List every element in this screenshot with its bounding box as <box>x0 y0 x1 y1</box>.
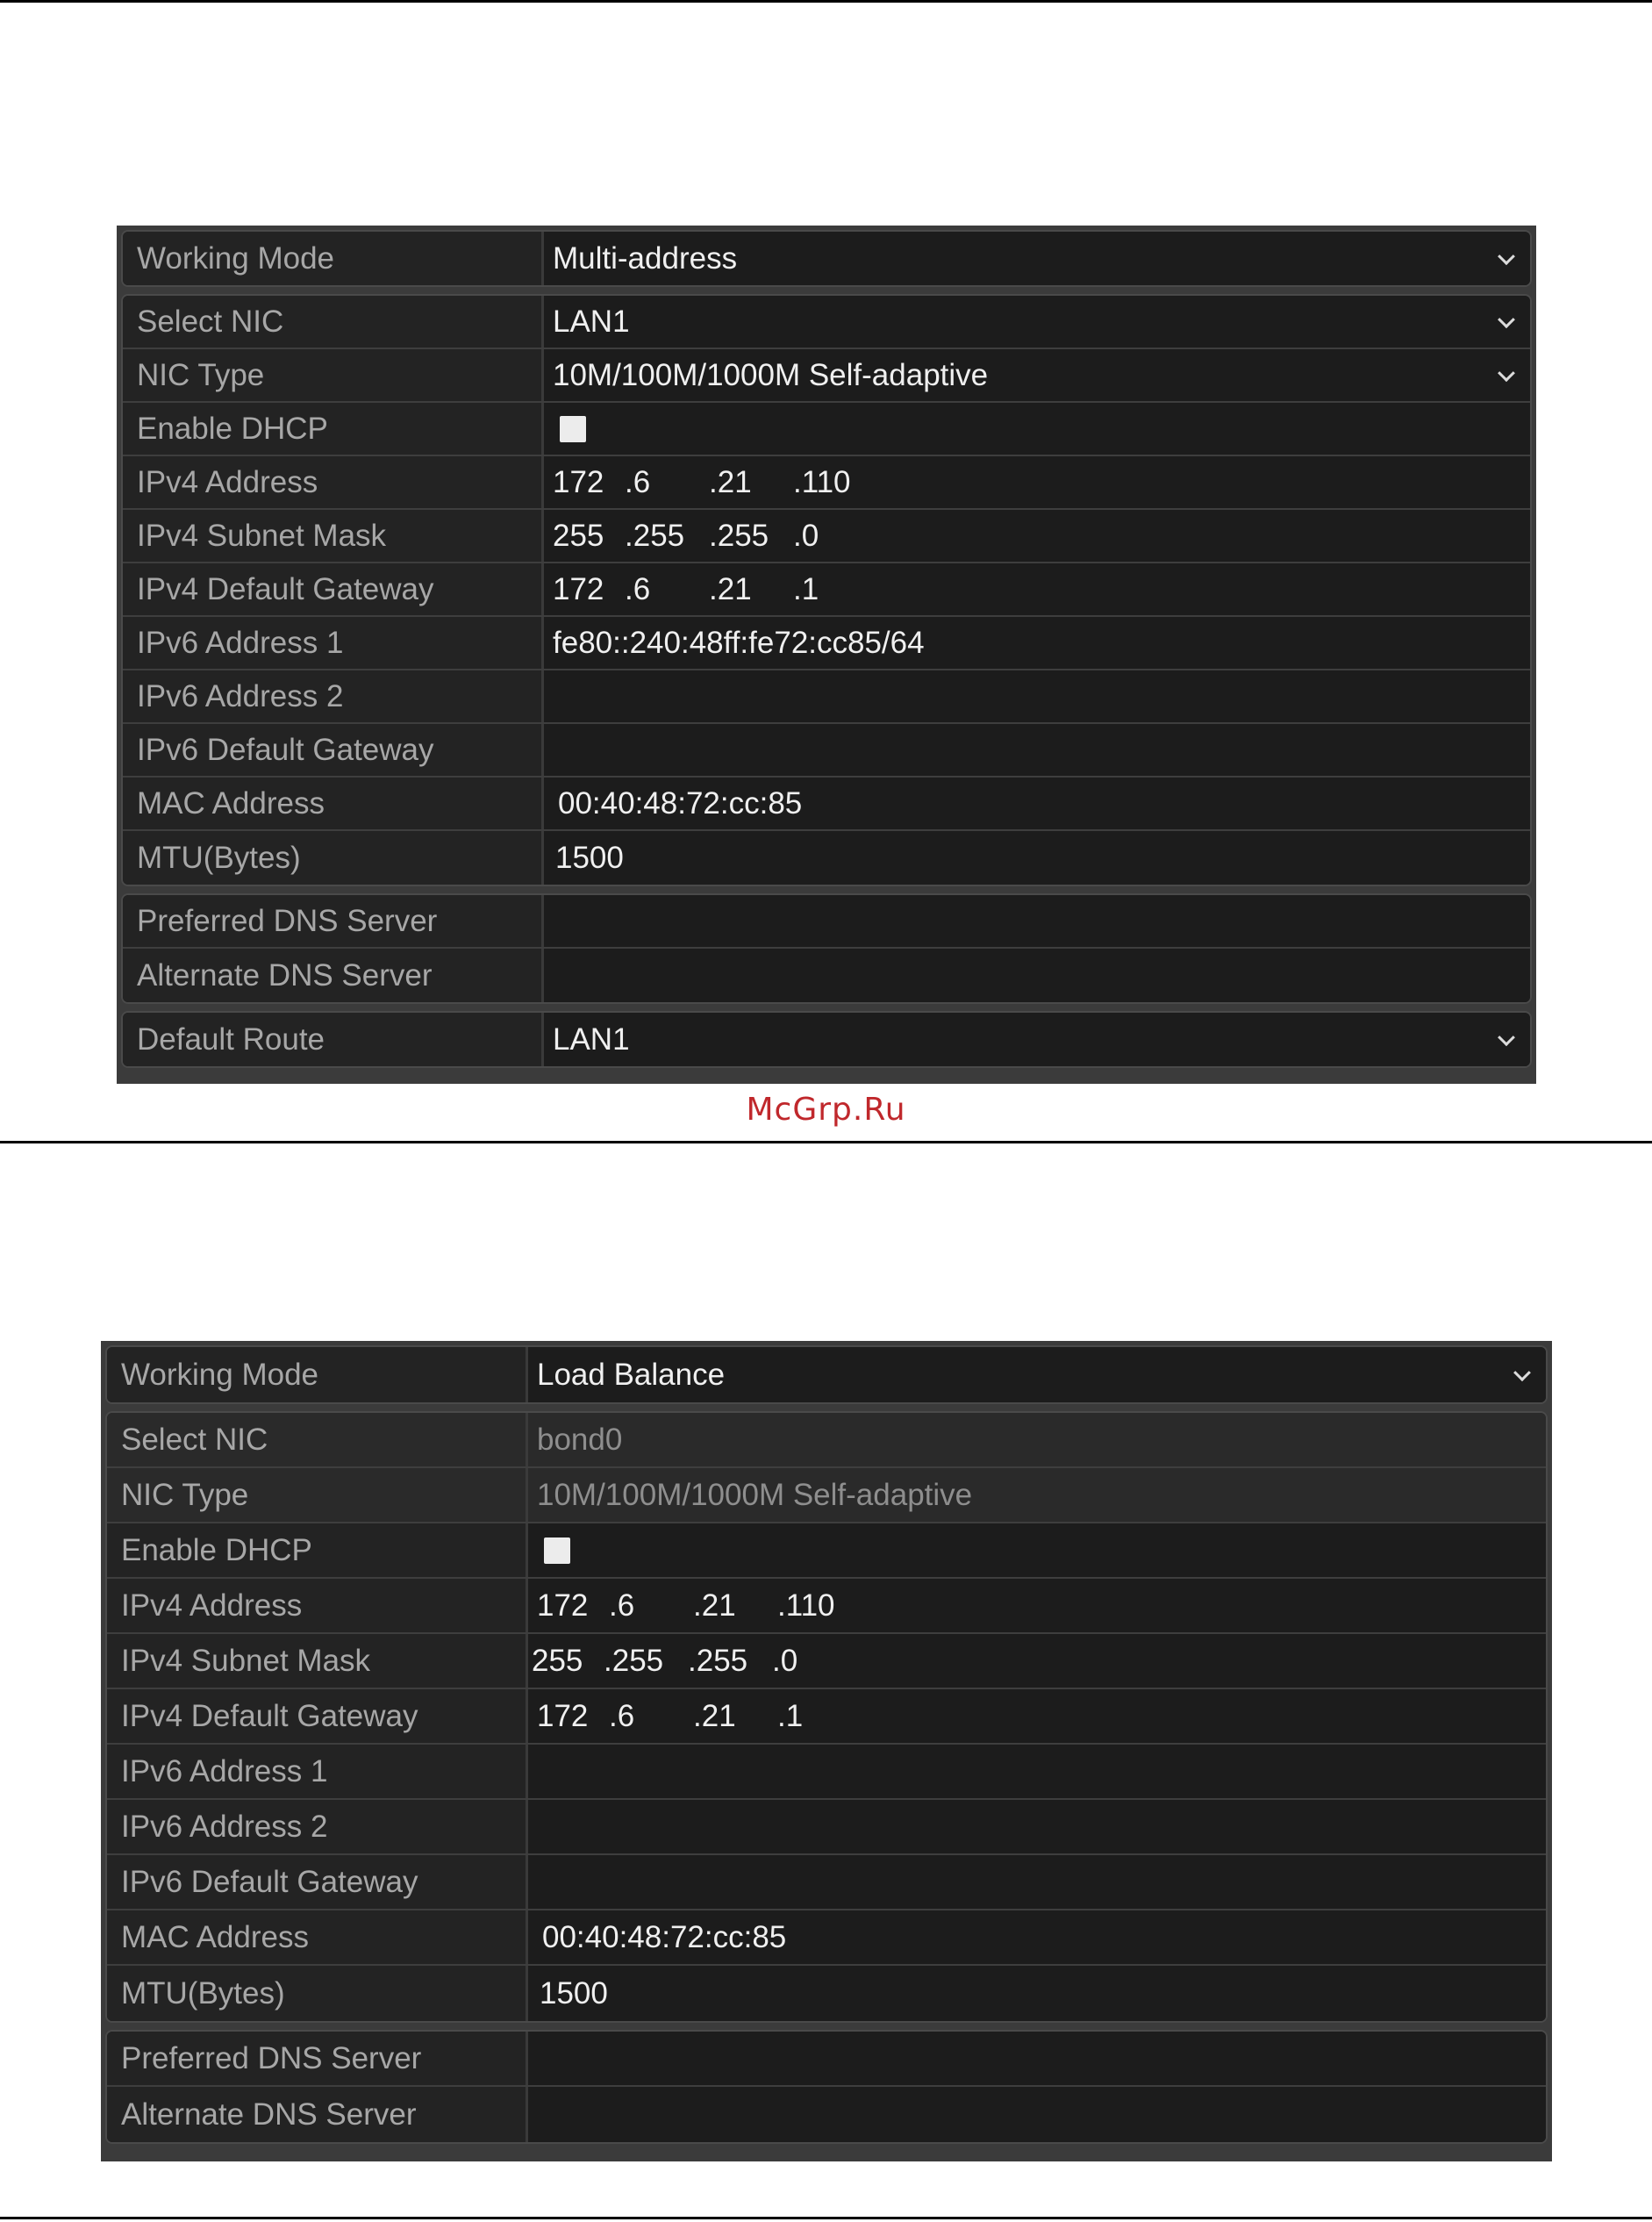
ipv4-address-row <box>123 456 1530 510</box>
ip-octet[interactable]: .0 <box>772 1643 798 1678</box>
ip-octet[interactable]: 172 <box>537 1588 589 1623</box>
select-nic-row <box>107 1413 1546 1468</box>
ipv6-gateway-label: IPv6 Default Gateway <box>107 1855 528 1909</box>
preferred-dns-row <box>123 895 1530 949</box>
ipv4-address-label: IPv4 Address <box>123 456 544 508</box>
ip-octet[interactable]: .255 <box>688 1643 748 1678</box>
ipv6-address1-label: IPv6 Address 1 <box>107 1745 528 1798</box>
ipv6-address1-row <box>107 1745 1546 1800</box>
nic-type-row <box>107 1468 1546 1523</box>
preferred-dns-row <box>107 2032 1546 2087</box>
mac-address-value: 00:40:48:72:cc:85 <box>528 1910 1546 1964</box>
select-nic-label: Select NIC <box>107 1413 528 1466</box>
ip-octet[interactable]: 172 <box>553 571 604 606</box>
ip-octet[interactable]: .110 <box>793 464 851 499</box>
alternate-dns-input[interactable] <box>544 949 1530 1002</box>
ipv4-gateway-row <box>123 563 1530 617</box>
nic-settings-group <box>105 1411 1548 2023</box>
ipv6-address1-row <box>123 617 1530 670</box>
nic-type-value: 10M/100M/1000M Self-adaptive <box>553 357 989 392</box>
enable-dhcp-cell <box>528 1523 1546 1577</box>
enable-dhcp-row <box>123 403 1530 456</box>
ip-octet[interactable]: .6 <box>625 464 651 499</box>
alternate-dns-label: Alternate DNS Server <box>107 2087 528 2142</box>
ipv6-address1-label: IPv6 Address 1 <box>123 617 544 669</box>
preferred-dns-input[interactable] <box>544 895 1530 947</box>
network-settings-panel-multi-address <box>117 226 1536 1084</box>
enable-dhcp-checkbox[interactable] <box>544 1537 570 1564</box>
ipv6-gateway-label: IPv6 Default Gateway <box>123 724 544 776</box>
ip-octet[interactable]: .110 <box>777 1588 835 1623</box>
ipv6-address1-field[interactable] <box>528 1745 1546 1798</box>
nic-type-label: NIC Type <box>123 349 544 401</box>
ipv4-subnet-row <box>123 510 1530 563</box>
ipv4-address-row <box>107 1579 1546 1634</box>
dns-group <box>121 893 1532 1004</box>
ip-octet[interactable]: .255 <box>604 1643 664 1678</box>
alternate-dns-row <box>123 949 1530 1002</box>
ipv6-address2-row <box>107 1800 1546 1855</box>
ipv4-gateway-label: IPv4 Default Gateway <box>107 1689 528 1743</box>
working-mode-select[interactable] <box>544 232 1530 285</box>
preferred-dns-label: Preferred DNS Server <box>123 895 544 947</box>
enable-dhcp-row <box>107 1523 1546 1579</box>
ipv4-gateway-label: IPv4 Default Gateway <box>123 563 544 615</box>
nic-type-label: NIC Type <box>107 1468 528 1522</box>
ipv4-subnet-label: IPv4 Subnet Mask <box>123 510 544 562</box>
chevron-down-icon <box>1498 364 1515 382</box>
network-settings-panel-load-balance <box>101 1341 1552 2161</box>
ipv4-subnet-label: IPv4 Subnet Mask <box>107 1634 528 1688</box>
chevron-down-icon <box>1498 247 1515 265</box>
nic-type-value: 10M/100M/1000M Self-adaptive <box>528 1468 1546 1522</box>
ipv6-address2-field[interactable] <box>528 1800 1546 1853</box>
mtu-row <box>107 1966 1546 2021</box>
alternate-dns-input[interactable] <box>528 2087 1546 2142</box>
top-divider <box>0 0 1652 3</box>
bottom-divider <box>0 2217 1652 2219</box>
ip-octet[interactable]: .21 <box>693 1588 736 1623</box>
select-nic-value: LAN1 <box>553 304 630 339</box>
chevron-down-icon <box>1498 1029 1515 1046</box>
preferred-dns-label: Preferred DNS Server <box>107 2032 528 2085</box>
ip-octet[interactable]: .255 <box>709 518 769 553</box>
ipv6-gateway-row <box>107 1855 1546 1910</box>
chevron-down-icon <box>1498 311 1515 328</box>
enable-dhcp-label: Enable DHCP <box>107 1523 528 1577</box>
alternate-dns-row <box>107 2087 1546 2142</box>
ipv4-gateway-input[interactable] <box>544 563 1530 615</box>
mac-address-label: MAC Address <box>107 1910 528 1964</box>
working-mode-group <box>105 1345 1548 1404</box>
ipv6-address2-field[interactable] <box>544 670 1530 722</box>
working-mode-row <box>107 1347 1546 1402</box>
chevron-down-icon <box>1513 1364 1531 1381</box>
ipv4-address-input[interactable] <box>544 456 1530 508</box>
select-nic-label: Select NIC <box>123 296 544 348</box>
ip-octet[interactable]: .1 <box>777 1698 804 1733</box>
ip-octet[interactable]: .21 <box>693 1698 736 1733</box>
ipv4-address-input[interactable] <box>528 1579 1546 1632</box>
mtu-row <box>123 831 1530 885</box>
working-mode-label: Working Mode <box>123 232 544 285</box>
nic-type-select[interactable] <box>544 349 1530 401</box>
ipv4-subnet-input[interactable] <box>528 1634 1546 1688</box>
default-route-group <box>121 1011 1532 1068</box>
ipv4-address-label: IPv4 Address <box>107 1579 528 1632</box>
mtu-input[interactable]: 1500 <box>528 1966 1546 2021</box>
select-nic-select[interactable] <box>544 296 1530 348</box>
select-nic-value: bond0 <box>528 1413 1546 1466</box>
ip-octet[interactable]: .6 <box>609 1588 635 1623</box>
ip-octet[interactable]: .255 <box>625 518 685 553</box>
select-nic-row <box>123 296 1530 349</box>
ipv4-subnet-row <box>107 1634 1546 1689</box>
preferred-dns-input[interactable] <box>528 2032 1546 2085</box>
ipv4-gateway-input[interactable] <box>528 1689 1546 1743</box>
default-route-select[interactable] <box>544 1013 1530 1066</box>
ipv6-address2-row <box>123 670 1530 724</box>
mtu-label: MTU(Bytes) <box>123 831 544 885</box>
ip-octet[interactable]: .1 <box>793 571 819 606</box>
ip-octet[interactable]: .6 <box>609 1698 635 1733</box>
ipv6-address1-field[interactable]: fe80::240:48ff:fe72:cc85/64 <box>544 617 1530 669</box>
watermark: McGrp.Ru <box>746 1092 906 1128</box>
working-mode-select[interactable] <box>528 1347 1546 1402</box>
ipv6-address2-label: IPv6 Address 2 <box>123 670 544 722</box>
alternate-dns-label: Alternate DNS Server <box>123 949 544 1002</box>
mac-address-value: 00:40:48:72:cc:85 <box>544 778 1530 829</box>
ip-octet[interactable]: 255 <box>532 1643 583 1678</box>
ipv4-gateway-row <box>107 1689 1546 1745</box>
nic-type-row <box>123 349 1530 403</box>
working-mode-value: Load Balance <box>537 1357 726 1392</box>
enable-dhcp-checkbox[interactable] <box>560 416 586 442</box>
ipv6-gateway-field[interactable] <box>528 1855 1546 1909</box>
ipv4-subnet-input[interactable] <box>544 510 1530 562</box>
ip-octet[interactable]: .0 <box>793 518 819 553</box>
ipv6-address2-label: IPv6 Address 2 <box>107 1800 528 1853</box>
mtu-input[interactable]: 1500 <box>544 831 1530 885</box>
enable-dhcp-cell <box>544 403 1530 455</box>
default-route-label: Default Route <box>123 1013 544 1066</box>
ipv6-gateway-row <box>123 724 1530 778</box>
enable-dhcp-label: Enable DHCP <box>123 403 544 455</box>
ip-octet[interactable]: .21 <box>709 464 752 499</box>
mac-address-row <box>123 778 1530 831</box>
dns-group <box>105 2030 1548 2144</box>
ipv6-gateway-field[interactable] <box>544 724 1530 776</box>
default-route-value: LAN1 <box>553 1021 630 1057</box>
ip-octet[interactable]: 172 <box>553 464 604 499</box>
working-mode-row <box>123 232 1530 285</box>
working-mode-label: Working Mode <box>107 1347 528 1402</box>
ip-octet[interactable]: 172 <box>537 1698 589 1733</box>
nic-settings-group <box>121 294 1532 886</box>
mac-address-label: MAC Address <box>123 778 544 829</box>
default-route-row <box>123 1013 1530 1066</box>
ip-octet[interactable]: 255 <box>553 518 604 553</box>
ip-octet[interactable]: .6 <box>625 571 651 606</box>
working-mode-value: Multi-address <box>553 240 738 276</box>
working-mode-group <box>121 230 1532 287</box>
middle-divider <box>0 1141 1652 1143</box>
mac-address-row <box>107 1910 1546 1966</box>
mtu-label: MTU(Bytes) <box>107 1966 528 2021</box>
ip-octet[interactable]: .21 <box>709 571 752 606</box>
